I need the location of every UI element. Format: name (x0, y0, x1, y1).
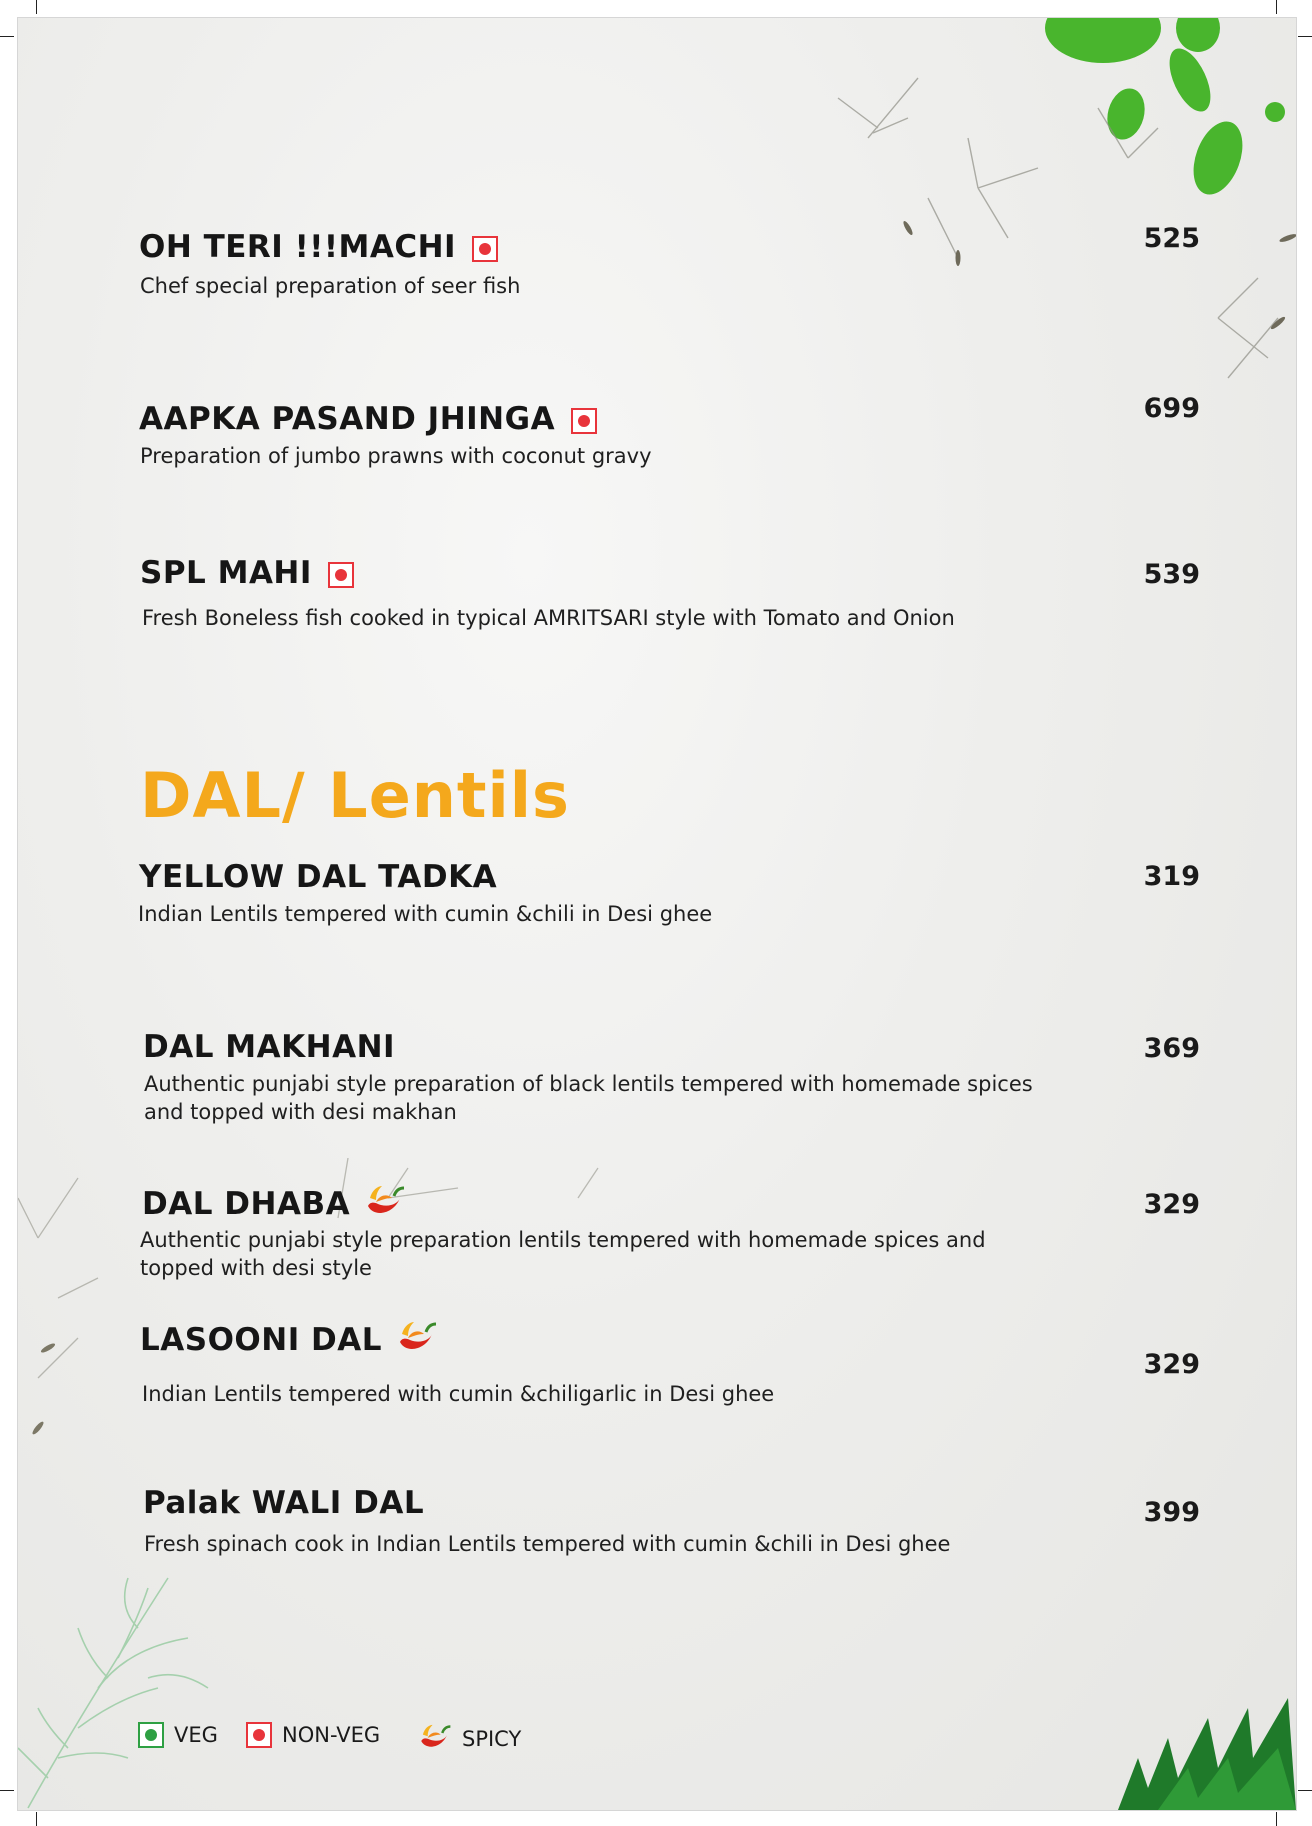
item-description: Chef special preparation of seer fish (140, 274, 521, 298)
nonveg-mark-icon (472, 236, 498, 262)
item-name-text: YELLOW DAL TADKA (139, 859, 498, 895)
item-name (142, 1184, 406, 1227)
item-price: 539 (1143, 559, 1200, 590)
nonveg-mark-icon (571, 408, 597, 434)
dandelion-seeds-decoration (798, 58, 1296, 418)
item-price: 369 (1143, 1033, 1200, 1064)
legend-veg (138, 1722, 218, 1748)
item-description: Fresh Boneless fish cooked in typical AMRITSARI style with Tomato and Onion (142, 606, 955, 630)
legend-label-veg: VEG (174, 1723, 218, 1747)
item-name-text: OH TERI !!!MACHI (139, 229, 457, 265)
legend-label-spicy: SPICY (462, 1727, 522, 1751)
legend-spicy (418, 1722, 521, 1756)
item-name-text: Palak WALI DAL (143, 1485, 425, 1521)
item-name (143, 1484, 424, 1522)
item-name-text: AAPKA PASAND JHINGA (139, 401, 556, 437)
item-name-text: DAL DHABA (142, 1186, 351, 1222)
item-description: Indian Lentils tempered with cumin &chiligarlic in Desi ghee (142, 1382, 775, 1406)
item-price: 399 (1143, 1497, 1200, 1528)
item-description: Preparation of jumbo prawns with coconut gravy (140, 444, 652, 468)
legend-nonveg (246, 1722, 380, 1748)
crop-mark (1276, 0, 1277, 14)
item-description: Indian Lentils tempered with cumin &chili in Desi ghee (138, 902, 713, 926)
crop-mark (0, 36, 14, 37)
item-name-text: DAL MAKHANI (143, 1029, 396, 1065)
crop-mark (1298, 1790, 1312, 1791)
item-name (139, 858, 497, 896)
veg-mark-icon (138, 1722, 164, 1748)
item-price: 329 (1143, 1189, 1200, 1220)
item-name (139, 228, 498, 266)
crop-mark (36, 1812, 37, 1826)
item-price: 319 (1143, 861, 1200, 892)
nonveg-mark-icon (328, 562, 354, 588)
item-name (140, 1320, 438, 1363)
item-name (139, 400, 597, 438)
item-price: 699 (1143, 393, 1200, 424)
nonveg-mark-icon (246, 1722, 272, 1748)
item-name (140, 554, 354, 592)
item-name (143, 1028, 395, 1066)
section-title: DAL/ Lentils (140, 759, 570, 832)
crop-mark (1276, 1812, 1277, 1826)
legend-label-nonveg: NON-VEG (282, 1723, 381, 1747)
item-name-text: LASOONI DAL (140, 1322, 383, 1358)
crop-mark (0, 1790, 14, 1791)
crop-mark (1298, 36, 1312, 37)
item-price: 525 (1143, 223, 1200, 254)
item-description: Authentic punjabi style preparation lentils tempered with homemade spices and topped with desi style (140, 1228, 986, 1280)
chili-pepper-icon (418, 1722, 452, 1756)
item-name-text: SPL MAHI (140, 555, 312, 591)
crop-mark (36, 0, 37, 14)
item-price: 329 (1143, 1349, 1200, 1380)
item-description: Fresh spinach cook in Indian Lentils tempered with cumin &chili in Desi ghee (144, 1532, 951, 1556)
item-description: Authentic punjabi style preparation of black lentils tempered with homemade spices and topped with desi makhan (144, 1072, 1033, 1124)
menu-page (17, 17, 1297, 1811)
chili-pepper-icon (364, 1184, 406, 1227)
leaf-decoration (1078, 1698, 1296, 1810)
chili-pepper-icon (396, 1320, 438, 1363)
dill-herb-decoration (18, 1558, 218, 1810)
